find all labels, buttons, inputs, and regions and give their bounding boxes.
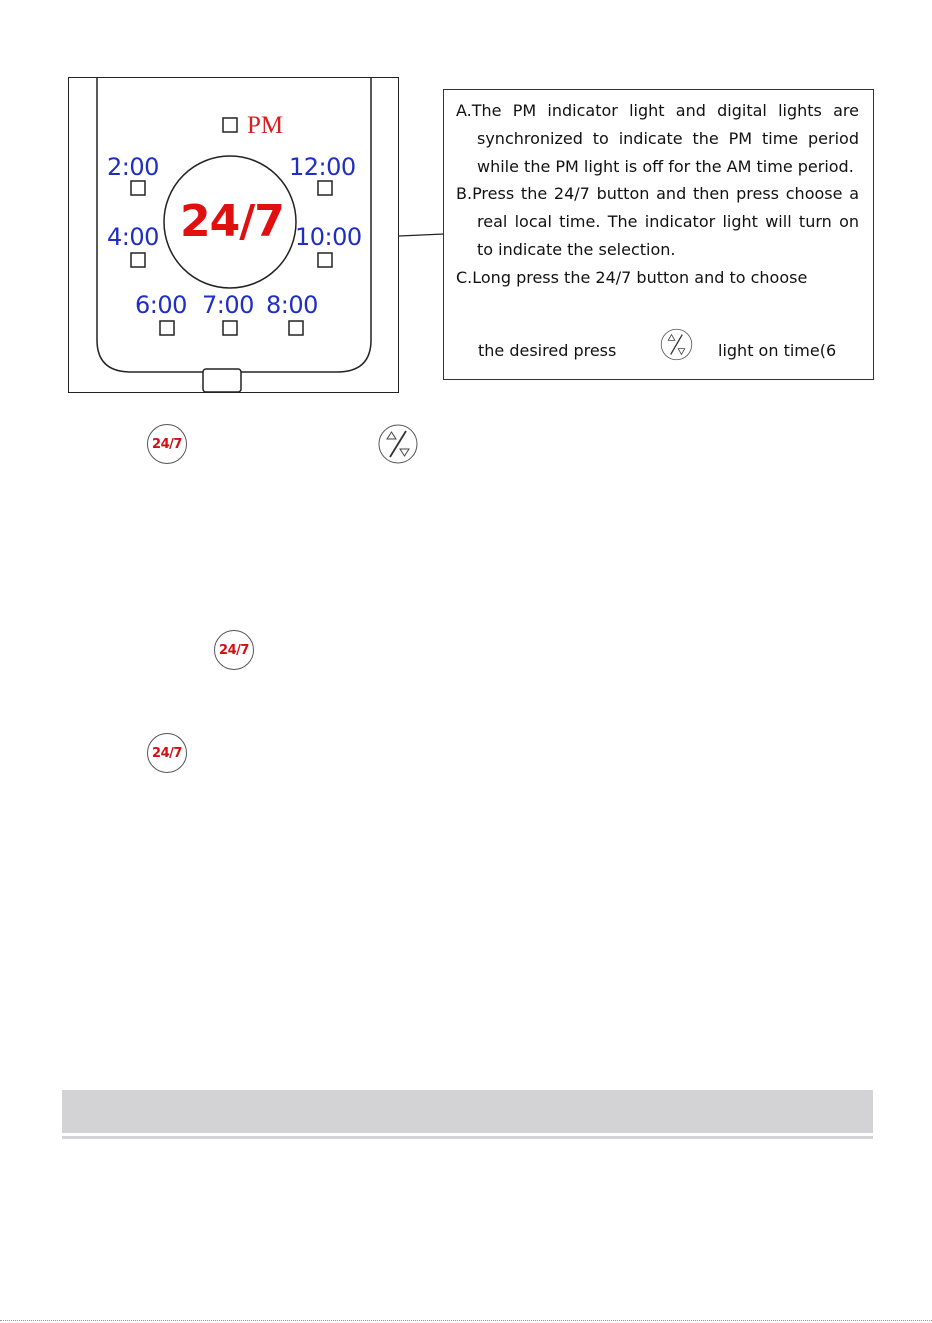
note-c-line1: C.Long press the 24/7 button and to choose <box>456 267 808 287</box>
pm-label: PM <box>247 112 284 139</box>
indicator-square-2 <box>131 181 145 195</box>
note-b: B.Press the 24/7 button and then press choose a real local time. The indicator light will turn on to indicate the selection. <box>456 184 859 259</box>
indicator-square-4 <box>131 253 145 267</box>
center-247-logo: 24/7 <box>180 196 284 247</box>
up-down-icon <box>660 328 693 361</box>
instruction-box <box>443 89 874 380</box>
page-bottom-divider <box>0 1320 932 1321</box>
indicator-square-7 <box>223 321 237 335</box>
pm-indicator-square <box>223 118 237 132</box>
footer-rule <box>62 1136 873 1139</box>
time-label-12: 12:00 <box>289 153 356 181</box>
btn-247-icon: 24/7 <box>214 630 254 670</box>
up-down-icon-large <box>378 424 418 464</box>
indicator-square-12 <box>318 181 332 195</box>
note-c-line2 <box>478 341 616 360</box>
note-c-line2-after: light on time(6 <box>718 341 837 360</box>
time-label-6: 6:00 <box>135 291 187 319</box>
timer-diagram <box>68 77 399 393</box>
btn-247-icon: 24/7 <box>147 733 187 773</box>
note-a: A.The PM indicator light and digital lights are synchronized to indicate the PM time period while the PM light is off for the AM time period. <box>456 101 859 176</box>
time-label-4: 4:00 <box>107 223 159 251</box>
connector-line <box>399 232 444 238</box>
indicator-square-8 <box>289 321 303 335</box>
time-label-2: 2:00 <box>107 153 159 181</box>
indicator-square-10 <box>318 253 332 267</box>
btn-247-icon: 24/7 <box>147 424 187 464</box>
footer-bar <box>62 1090 873 1133</box>
note-c-line2-before: the desired press <box>478 341 617 360</box>
indicator-square-6 <box>160 321 174 335</box>
time-label-8: 8:00 <box>266 291 318 319</box>
time-label-10: 10:00 <box>295 223 362 251</box>
time-label-7: 7:00 <box>202 291 254 319</box>
